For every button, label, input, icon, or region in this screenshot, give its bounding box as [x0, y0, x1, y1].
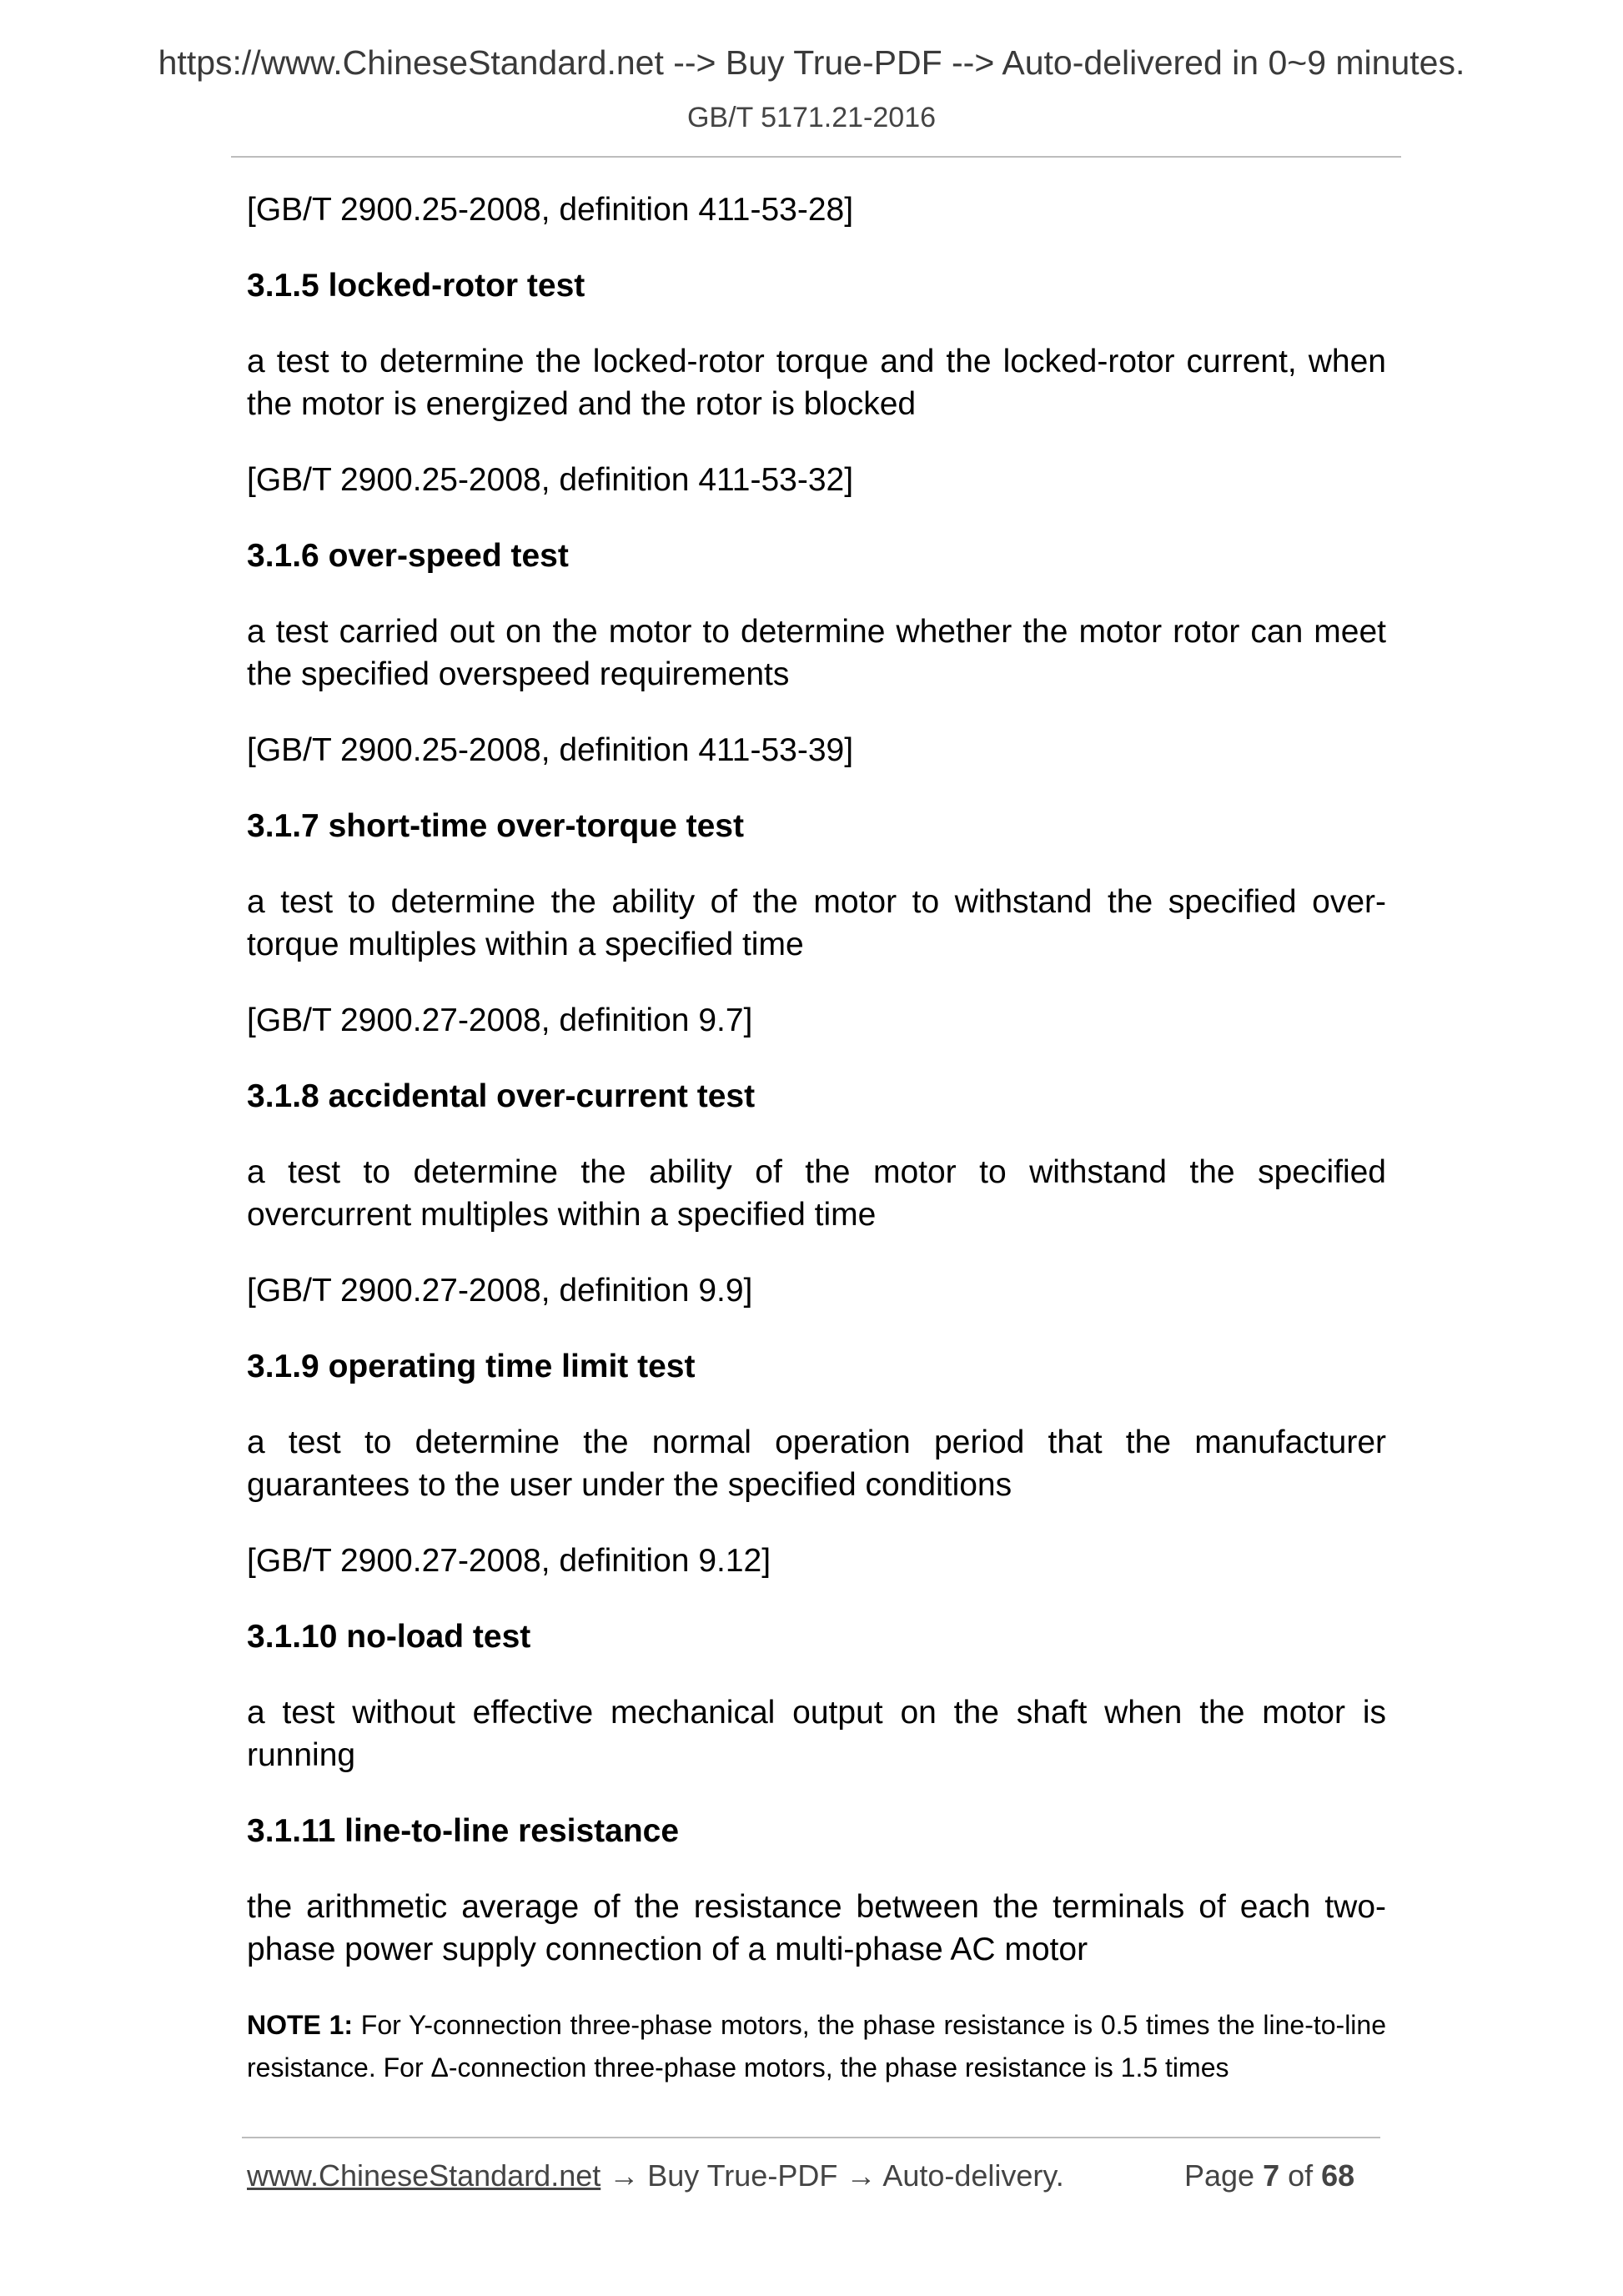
section-3-1-7-heading: 3.1.7 short-time over-torque test — [247, 808, 744, 844]
section-3-1-11-heading: 3.1.11 line-to-line resistance — [247, 1813, 680, 1849]
download-banner[interactable]: https://www.ChineseStandard.net --> Buy True-PDF --> Auto-delivered in 0~9 minutes. — [158, 43, 1465, 82]
total-pages: 68 — [1321, 2158, 1355, 2193]
page-indicator — [1184, 2158, 1354, 2193]
section-3-1-10-heading: 3.1.10 no-load test — [247, 1619, 531, 1655]
section-3-1-6-heading: 3.1.6 over-speed test — [247, 538, 569, 574]
section-3-1-7-reference: [GB/T 2900.27-2008, definition 9.7] — [247, 1002, 753, 1038]
section-3-1-6-definition: a test carried out on the motor to determine whether the motor rotor can meet the specified overspeed requirements — [247, 614, 1386, 692]
site-link[interactable]: www.ChineseStandard.net — [247, 2158, 601, 2193]
section-3-1-5-definition: a test to determine the locked-rotor torque and the locked-rotor current, when the motor is energized and the rotor is blocked — [247, 344, 1386, 422]
header-divider — [231, 156, 1401, 158]
footer-tagline: → Buy True-PDF → Auto-delivery. — [600, 2158, 1064, 2193]
note-label: NOTE 1: — [247, 2010, 354, 2040]
section-3-1-5-heading: 3.1.5 locked-rotor test — [247, 268, 585, 304]
section-3-1-8-heading: 3.1.8 accidental over-current test — [247, 1078, 756, 1114]
section-3-1-6-reference: [GB/T 2900.25-2008, definition 411-53-39] — [247, 732, 854, 768]
page-label: Page — [1184, 2158, 1264, 2193]
section-3-1-10-definition: a test without effective mechanical output on the shaft when the motor is running — [247, 1695, 1386, 1773]
reference-411-53-28: [GB/T 2900.25-2008, definition 411-53-28] — [247, 192, 854, 228]
section-3-1-11-definition: the arithmetic average of the resistance between the terminals of each two-phase power supply connection of a multi-phase AC motor — [247, 1889, 1386, 1967]
section-3-1-9-definition: a test to determine the normal operation period that the manufacturer guarantees to the user under the specified conditions — [247, 1424, 1386, 1503]
section-3-1-8-definition: a test to determine the ability of the motor to withstand the specified overcurrent multiples within a specified time — [247, 1154, 1386, 1233]
footer-divider — [242, 2137, 1380, 2138]
of-label: of — [1279, 2158, 1322, 2193]
footer-promo — [247, 2158, 1064, 2193]
standard-code: GB/T 5171.21-2016 — [686, 102, 937, 133]
note-text: For Y-connection three-phase motors, the phase resistance is 0.5 times the line-to-line resistance. For Δ-connection three-phase motors, the phase resistance is 1.5 times — [247, 2010, 1387, 2082]
section-3-1-9-reference: [GB/T 2900.27-2008, definition 9.12] — [247, 1543, 771, 1579]
section-3-1-9-heading: 3.1.9 operating time limit test — [247, 1349, 696, 1384]
section-3-1-8-reference: [GB/T 2900.27-2008, definition 9.9] — [247, 1273, 753, 1309]
section-3-1-7-definition: a test to determine the ability of the motor to withstand the specified over-torque multiples within a specified time — [247, 884, 1386, 962]
document-body — [247, 188, 1386, 2089]
section-3-1-5-reference: [GB/T 2900.25-2008, definition 411-53-32] — [247, 462, 854, 498]
note-1 — [247, 2004, 1386, 2089]
page-number: 7 — [1263, 2158, 1280, 2193]
